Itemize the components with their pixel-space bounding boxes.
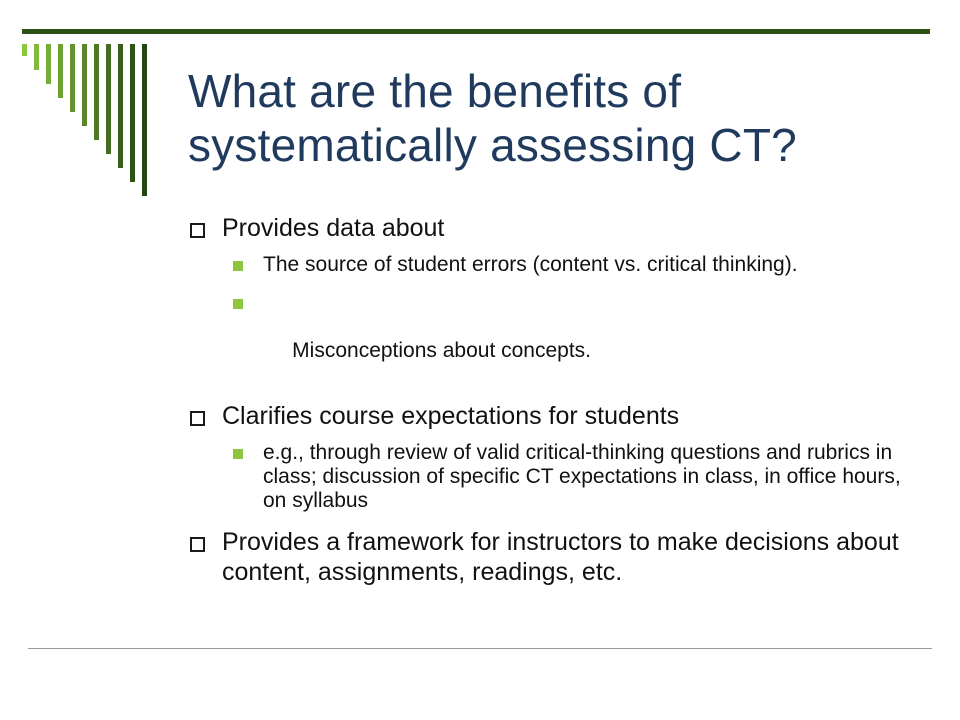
bullet-item [188, 527, 908, 587]
square-bullet-icon [190, 411, 205, 426]
sub-bullet-item [188, 291, 908, 387]
decorative-stripe [58, 44, 63, 98]
decorative-stripe [46, 44, 51, 84]
title-line-2: systematically assessing CT? [188, 119, 797, 171]
decorative-stripe [106, 44, 111, 154]
title-line-1: What are the benefits of [188, 65, 682, 117]
bullet-text: Provides data about [222, 214, 445, 242]
sub-bullet-text: Misconceptions about concepts. [286, 339, 592, 362]
sub-bullet-text: The source of student errors (content vs. critical thinking). [263, 253, 798, 276]
bullet-item [188, 401, 908, 431]
decorative-stripe [94, 44, 99, 140]
bullet-text: Clarifies course expectations for students [222, 402, 680, 430]
square-bullet-icon [190, 537, 205, 552]
slide-content [188, 213, 908, 597]
sub-bullet-item [188, 441, 908, 513]
decorative-stripe [130, 44, 135, 182]
filled-square-bullet-icon [233, 449, 243, 459]
decorative-stripe [118, 44, 123, 168]
top-rule [22, 29, 930, 34]
filled-square-bullet-icon [233, 299, 243, 309]
decorative-stripe [82, 44, 87, 126]
decorative-stripe [34, 44, 39, 70]
slide-title [188, 64, 928, 172]
filled-square-bullet-icon [233, 261, 243, 271]
sub-bullet-text: e.g., through review of valid critical-thinking questions and rubrics in class; discussion of specific CT expectations in class, in office hours, on syllabus [263, 441, 901, 512]
decorative-stripe [70, 44, 75, 112]
bottom-rule [28, 648, 932, 649]
bullet-item [188, 213, 908, 243]
bullet-text: Provides a framework for instructors to make decisions about content, assignments, readings, etc. [222, 528, 899, 586]
sub-bullet-item [188, 253, 908, 277]
decorative-stripe [22, 44, 27, 56]
decorative-stripe [142, 44, 147, 196]
square-bullet-icon [190, 223, 205, 238]
